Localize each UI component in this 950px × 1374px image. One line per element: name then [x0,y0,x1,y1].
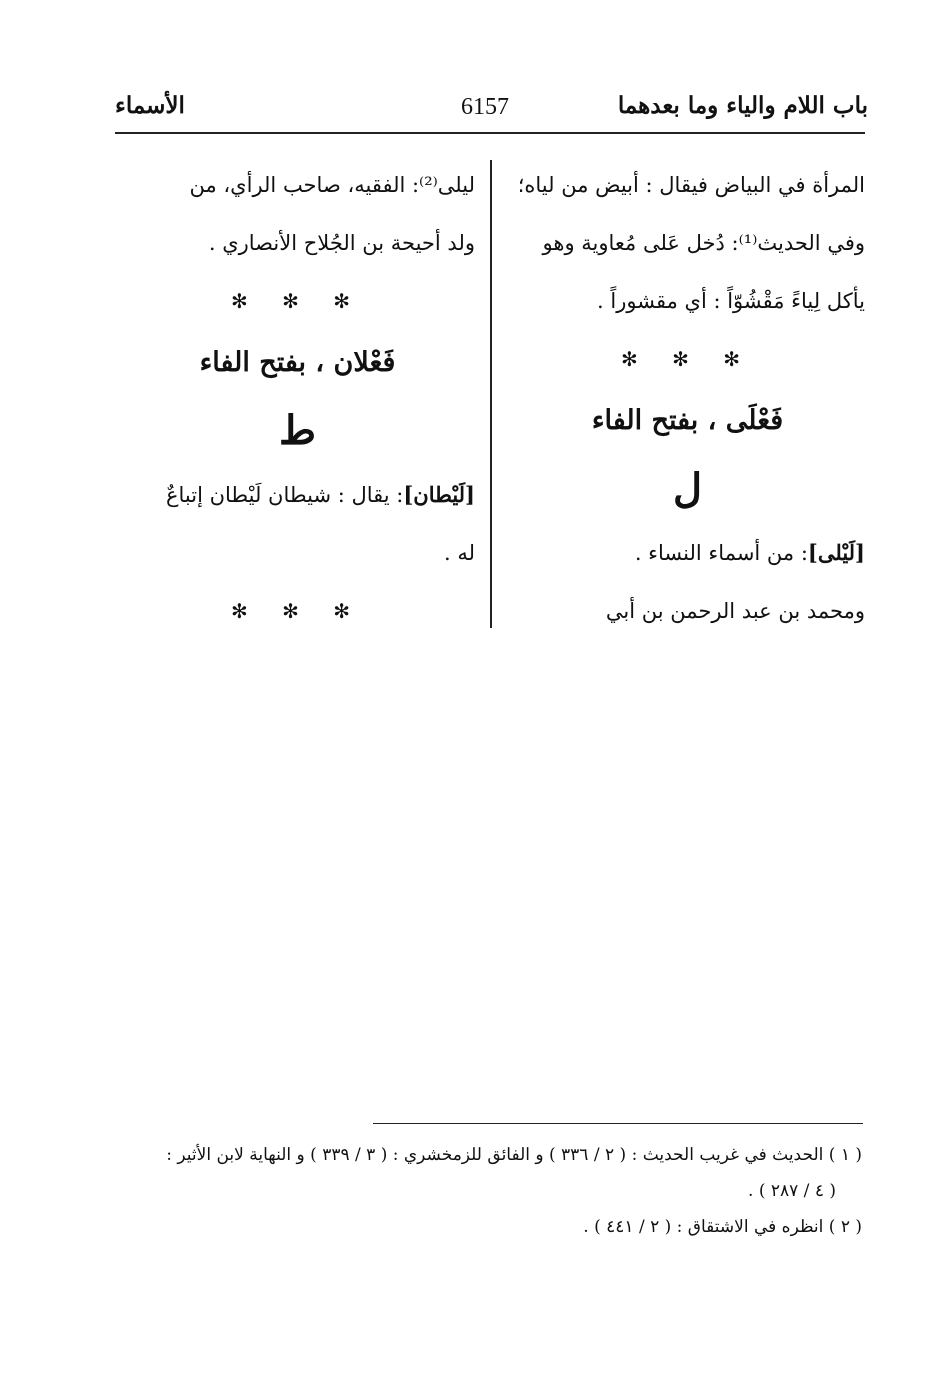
footnote-rule [373,1123,863,1124]
header-rule [115,132,865,134]
separator-stars: ✻ ✻ ✻ [621,347,754,371]
entry-term: [لَيْلى] [807,540,865,565]
section-heading: فَعْلَى ، بفتح الفاء [591,405,784,436]
page-number: 6157 [461,94,509,120]
footnote-1: ( ١ ) الحديث في غريب الحديث : ( ٢ / ٣٣٦ ) و الفائق للزمخشري : ( ٣ / ٣٣٩ ) و النهاية لابن الأثير : [166,1145,862,1165]
right-column [510,156,865,640]
footnotes [107,1137,862,1245]
text-line: يأكل لِياءً مَقْشُوّاً : أي مقشوراً . [597,289,865,313]
footnote-2: ( ٢ ) انظره في الاشتقاق : ( ٢ / ٤٤١ ) . [583,1217,862,1237]
left-column [120,156,475,640]
root-letter: ل [672,465,703,512]
section-title: الأسماء [115,92,185,119]
column-divider [490,160,492,628]
text-line: المرأة في البياض فيقال : أبيض من لياه؛ [517,173,865,197]
root-letter: ط [279,407,316,454]
separator-stars: ✻ ✻ ✻ [231,289,364,313]
entry-definition: : من أسماء النساء . [634,541,808,565]
text-line: ولد أحيحة بن الجُلاح الأنصاري . [208,231,475,255]
section-heading: فَعْلان ، بفتح الفاء [199,347,396,378]
chapter-title: باب اللام والياء وما بعدهما [617,92,868,119]
entry-definition: : يقال : شيطان لَيْطان إتباعٌ [165,483,404,507]
footnote-1-continuation: ( ٤ / ٢٨٧ ) . [748,1181,836,1201]
text-line: وفي الحديث⁽¹⁾: دُخل عَلى مُعاوية وهو [542,231,865,255]
text-line: له . [443,541,475,565]
text-line: ومحمد بن عبد الرحمن بن أبي [605,599,865,623]
text-line: ليلى⁽²⁾: الفقيه، صاحب الرأي، من [189,173,475,197]
entry-line [510,524,865,582]
entry-term: [لَيْطان] [403,482,475,507]
entry-line [120,466,475,524]
separator-stars: ✻ ✻ ✻ [231,599,364,623]
